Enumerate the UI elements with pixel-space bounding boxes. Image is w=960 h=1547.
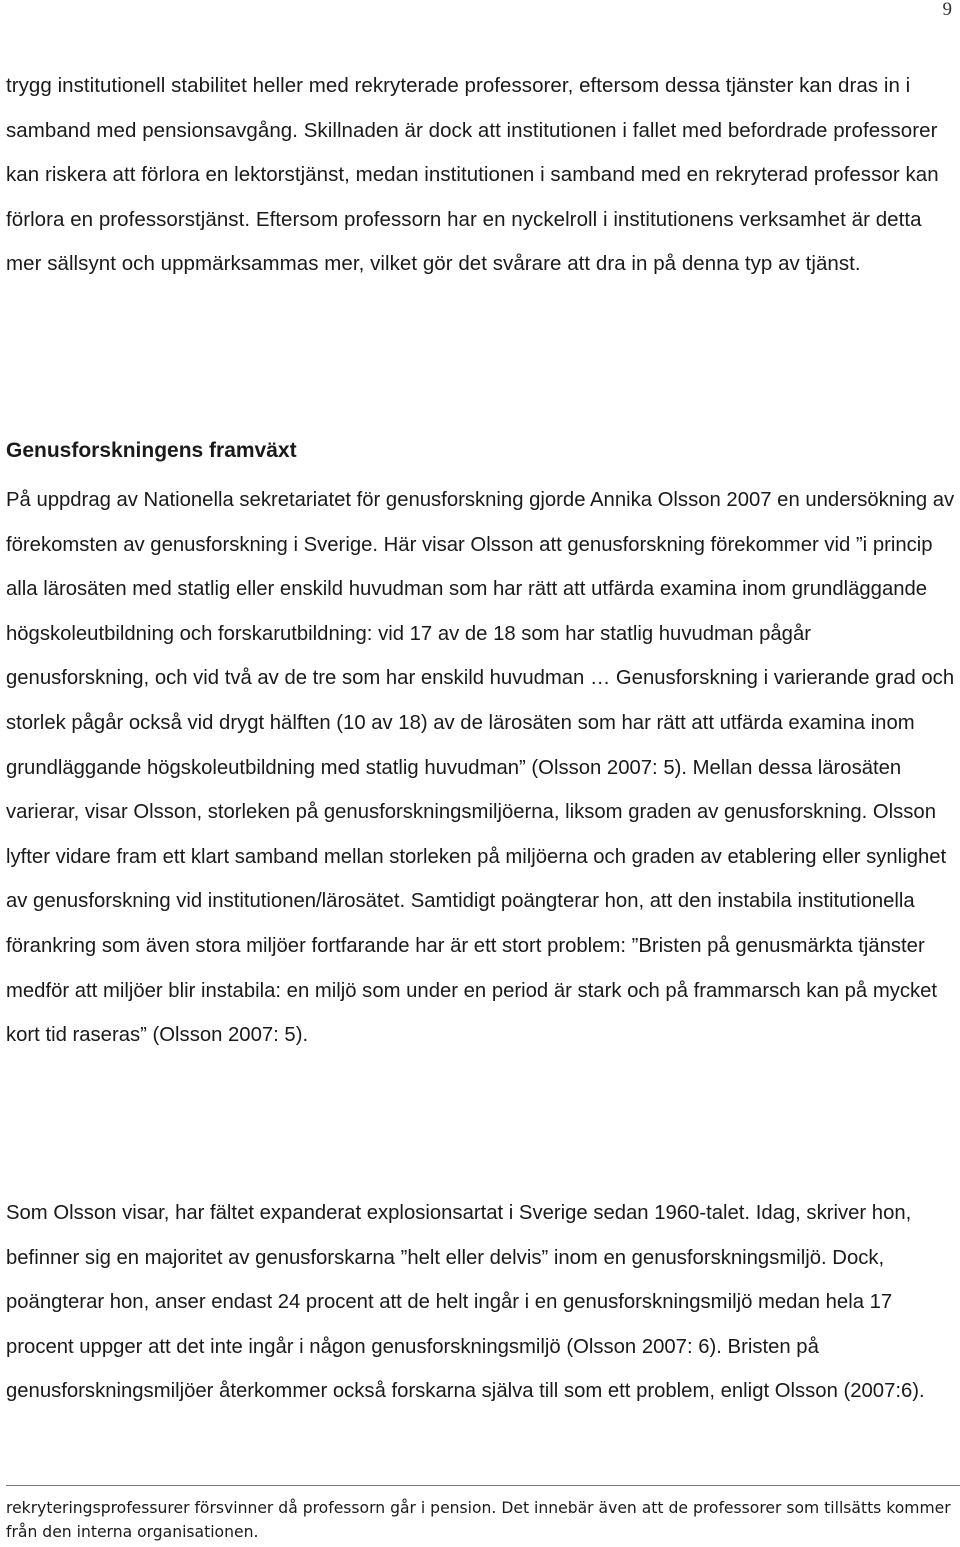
- page-number: 9: [942, 0, 952, 20]
- closing-paragraph: Som Olsson visar, har fältet expanderat explosionsartat i Sverige sedan 1960-talet. Idag, skriver hon, befinner sig en majoritet av genusforskarna ”helt eller delvis” inom en genusforskningsmiljö. Dock, poängterar hon, anser endast 24 procent att de helt ingår i en genusforskningsmiljö medan hela 17 procent uppger att det inte ingår i någon genusforskningsmiljö (Olsson 2007: 6). Bristen på genusforskningsmiljöer återkommer också forskarna själva till som ett problem, enligt Olsson (2007:6).: [6, 1202, 925, 1403]
- intro-paragraph: trygg institutionell stabilitet heller med rekryterade professorer, eftersom dessa tjänster kan dras in i samband med pensionsavgång. Skillnaden är dock att institutionen i fallet med befordrade professorer kan riskera att förlora en lektorstjänst, medan institutionen i samband med en rekryterad professor kan förlora en professorstjänst. Eftersom professorn har en nyckelroll i institutionens verksamhet är detta mer sällsynt och uppmärksammas mer, vilket gör det svårare att dra in på denna typ av tjänst.: [6, 74, 939, 276]
- section-body-paragraph: På uppdrag av Nationella sekretariatet för genusforskning gjorde Annika Olsson 2007 en undersökning av förekomsten av genusforskning i Sverige. Här visar Olsson att genusforskning förekommer vid ”i princip alla lärosäten med statlig eller enskild huvudman som har rätt att utfärda examina inom grundläggande högskoleutbildning och forskarutbildning: vid 17 av de 18 som har statlig huvudman pågår genusforskning, och vid två av de tre som har enskild huvudman … Genusforskning i varierande grad och storlek pågår också vid drygt hälften (10 av 18) av de lärosäten som har rätt att utfärda examina inom grundläggande högskoleutbildning med statlig huvudman” (Olsson 2007: 5). Mellan dessa lärosäten varierar, visar Olsson, storleken på genusforskningsmiljöerna, liksom graden av genusforskning. Olsson lyfter vidare fram ett klart samband mellan storleken på miljöerna och graden av etablering eller synlighet av genusforskning vid institutionen/lärosätet. Samtidigt poängterar hon, att den instabila institutionella förankring som även stora miljöer fortfarande har är ett stort problem: ”Bristen på genusmärkta tjänster medför att miljöer blir instabila: en miljö som under en period är stark och på frammarsch kan på mycket kort tid raseras” (Olsson 2007: 5).: [6, 489, 955, 1047]
- footnote-divider: [6, 1485, 960, 1486]
- footnote-text: rekryteringsprofessurer försvinner då professorn går i pension. Det innebär även att de professorer som tillsätts kommer från den interna organisationen.: [6, 1499, 951, 1541]
- section-heading: Genusforskningens framväxt: [6, 439, 297, 462]
